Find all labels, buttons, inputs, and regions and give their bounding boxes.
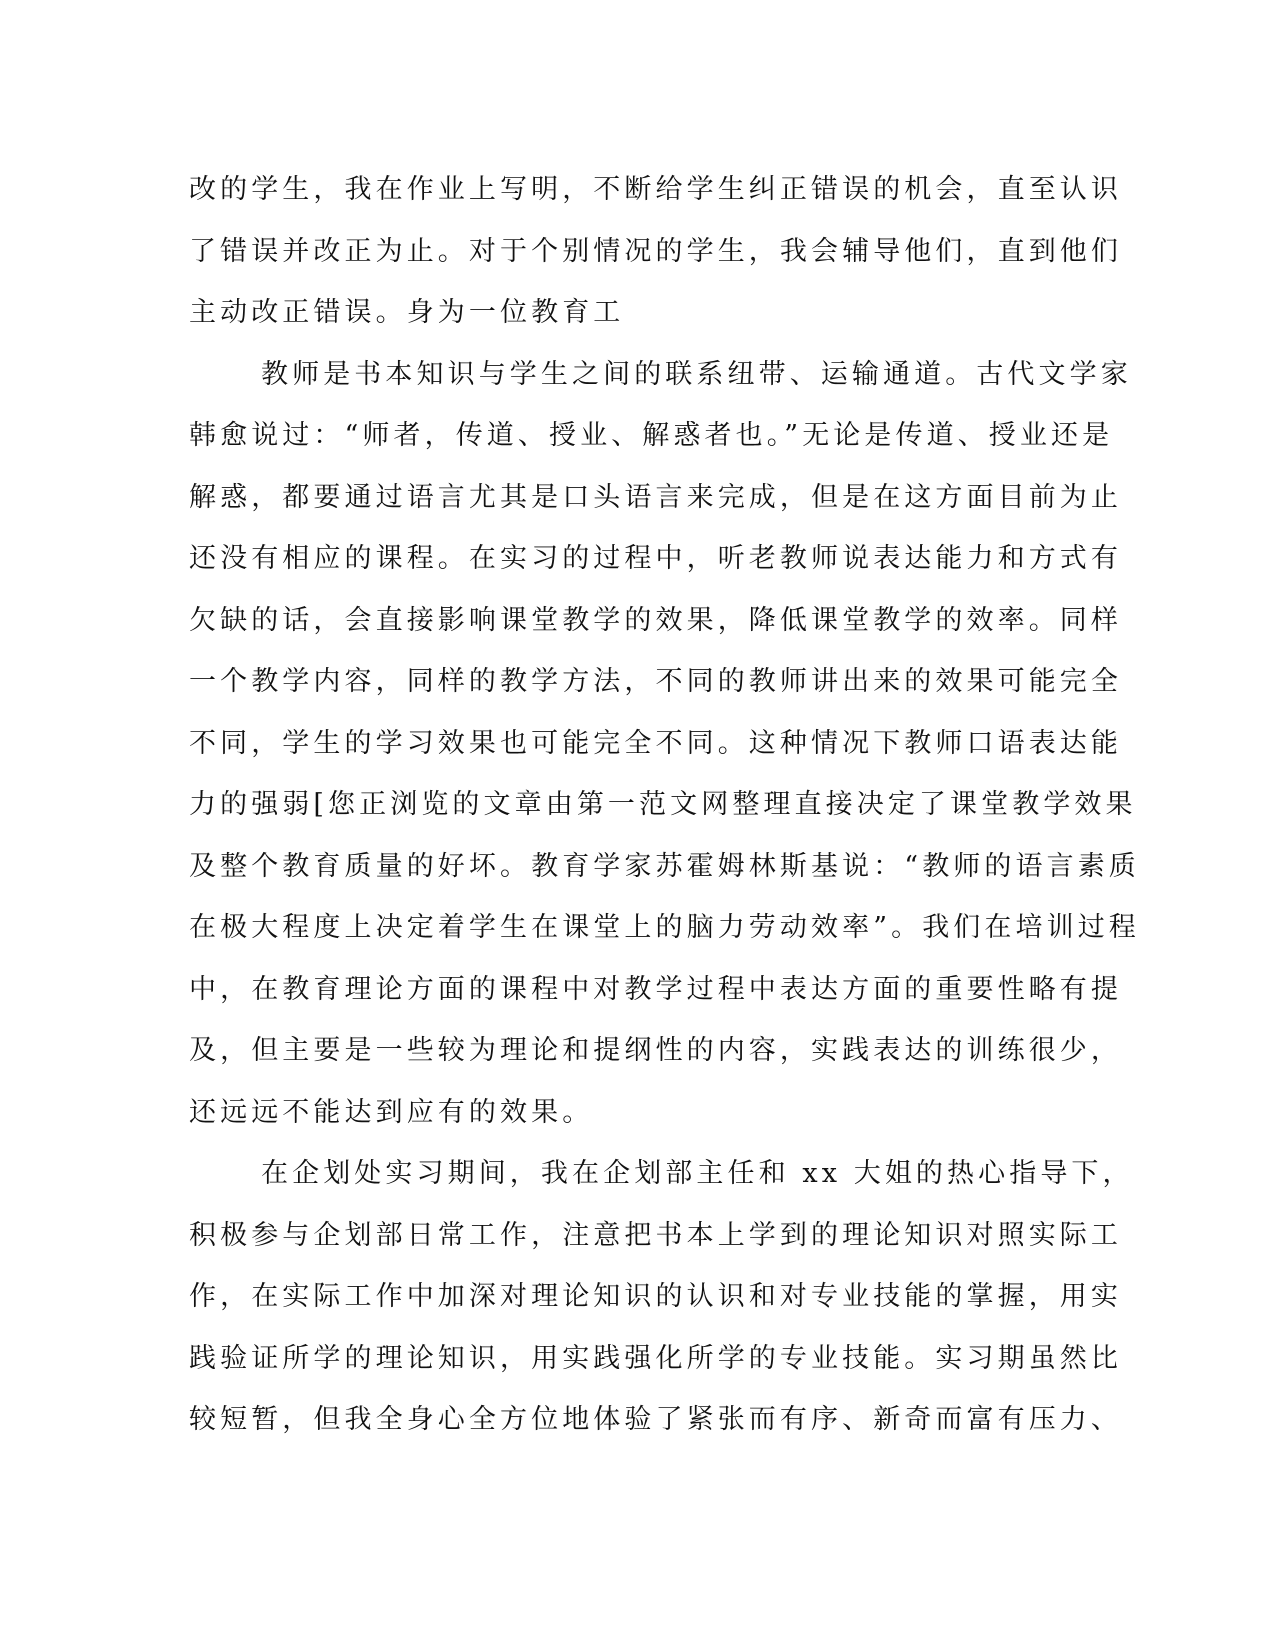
paragraph-line: 力的强弱[您正浏览的文章由第一范文网整理直接决定了课堂教学效果 — [189, 789, 1137, 820]
paragraph-line: 较短暂，但我全身心全方位地体验了紧张而有序、新奇而富有压力、 — [189, 1404, 1122, 1435]
paragraph-1 — [189, 159, 1122, 344]
paragraph-3 — [189, 1143, 1134, 1451]
paragraph-line: 及，但主要是一些较为理论和提纲性的内容，实践表达的训练很少， — [189, 1035, 1122, 1066]
paragraph-line: 还远远不能达到应有的效果。 — [189, 1096, 594, 1128]
paragraph-line: 中，在教育理论方面的课程中对教学过程中表达方面的重要性略有提 — [189, 973, 1122, 1005]
paragraph-line: 及整个教育质量的好坏。教育学家苏霍姆林斯基说：“教师的语言素质 — [189, 850, 1140, 882]
paragraph-line: 不同，学生的学习效果也可能完全不同。这种情况下教师口语表达能 — [189, 727, 1122, 759]
paragraph-line: 积极参与企划部日常工作，注意把书本上学到的理论知识对照实际工 — [189, 1219, 1122, 1251]
paragraph-line: 在极大程度上决定着学生在课堂上的脑力劳动效率”。我们在培训过程 — [189, 912, 1140, 943]
paragraph-line: 在企划处实习期间，我在企划部主任和 xx 大姐的热心指导下， — [261, 1158, 1134, 1189]
paragraph-line: 一个教学内容，同样的教学方法，不同的教师讲出来的效果可能完全 — [189, 666, 1122, 697]
paragraph-line: 主动改正错误。身为一位教育工 — [189, 297, 625, 328]
paragraph-line: 改的学生，我在作业上写明，不断给学生纠正错误的机会，直至认识 — [189, 174, 1122, 205]
paragraph-line: 教师是书本知识与学生之间的联系纽带、运输通道。古代文学家 — [261, 358, 1132, 390]
paragraph-line: 了错误并改正为止。对于个别情况的学生，我会辅导他们，直到他们 — [189, 235, 1122, 267]
paragraph-line: 践验证所学的理论知识，用实践强化所学的专业技能。实习期虽然比 — [189, 1342, 1122, 1374]
paragraph-line: 还没有相应的课程。在实习的过程中，听老教师说表达能力和方式有 — [189, 543, 1122, 574]
paragraph-line: 作，在实际工作中加深对理论知识的认识和对专业技能的掌握，用实 — [189, 1281, 1122, 1312]
paragraph-2 — [189, 344, 1140, 1144]
paragraph-line: 欠缺的话，会直接影响课堂教学的效果，降低课堂教学的效率。同样 — [189, 604, 1122, 636]
paragraph-line: 韩愈说过：“师者，传道、授业、解惑者也。”无论是传道、授业还是 — [189, 420, 1114, 451]
paragraph-line: 解惑，都要通过语言尤其是口头语言来完成，但是在这方面目前为止 — [189, 481, 1122, 513]
document-body — [189, 159, 1140, 1451]
